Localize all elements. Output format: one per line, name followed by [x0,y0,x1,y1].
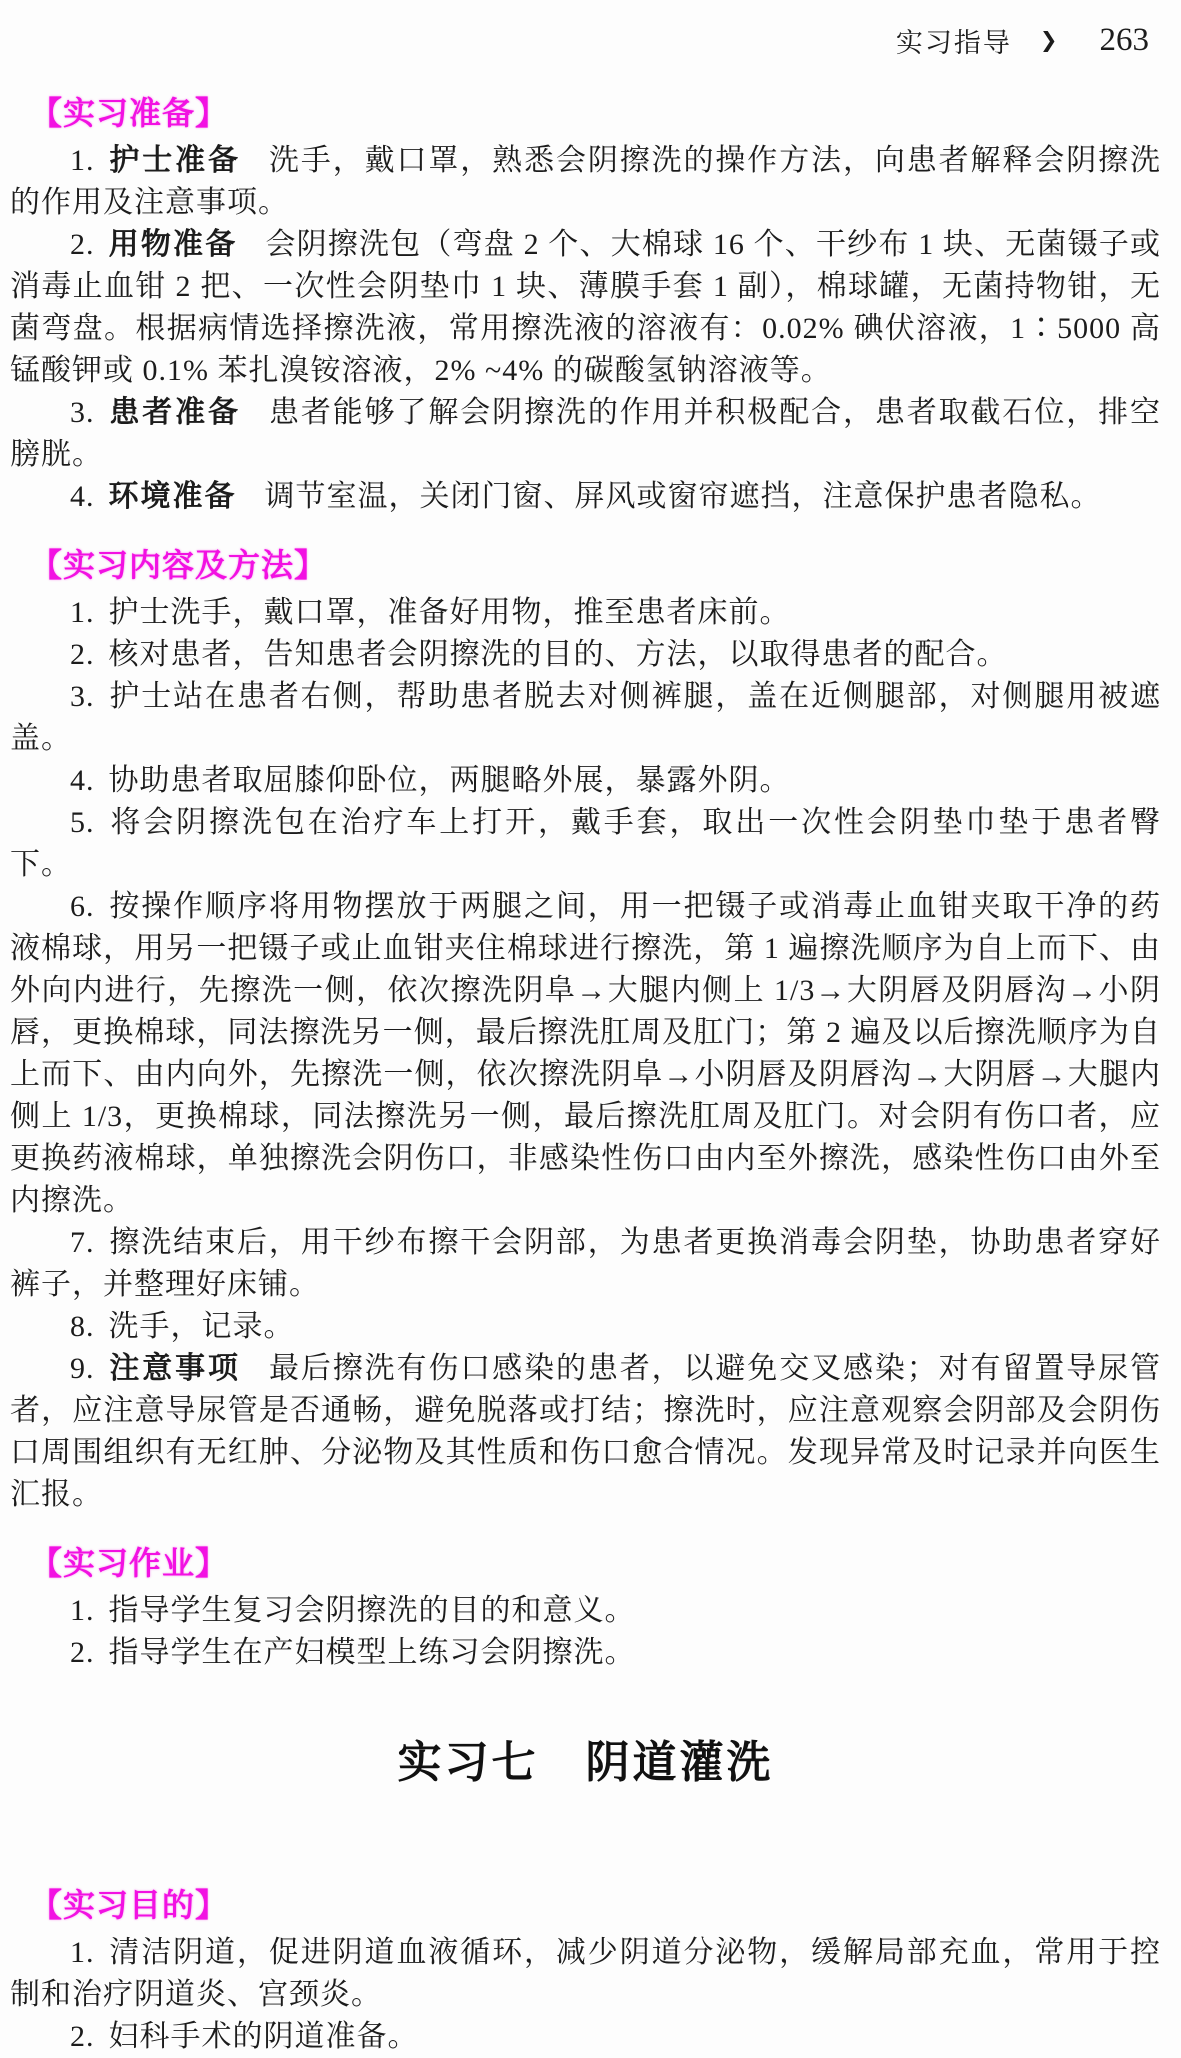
item-number: 1. [70,596,95,629]
section-heading-preparation: 【实习准备】 [30,95,229,131]
section-heading-purpose: 【实习目的】 [30,1887,229,1923]
item-label: 用物准备 [108,228,238,261]
item-number: 7. [70,1226,95,1259]
item-number: 2. [70,638,95,671]
section-heading-homework: 【实习作业】 [30,1545,229,1581]
list-item [10,476,1161,518]
list-item [10,1932,1161,2016]
item-number: 3. [70,680,95,713]
item-text: 妇科手术的阴道准备。 [108,2020,419,2053]
item-number: 3. [70,396,95,429]
list-item [10,1632,1161,1674]
list-item [10,676,1161,760]
item-number: 8. [70,1310,95,1343]
item-text: 护士洗手，戴口罩，准备好用物，推至患者床前。 [108,596,791,629]
list-item [10,886,1161,1222]
item-text: 核对患者，告知患者会阴擦洗的目的、方法，以取得患者的配合。 [108,638,1008,671]
item-number: 6. [70,890,95,923]
item-number: 5. [70,806,95,839]
item-number: 2. [70,1636,95,1669]
item-label: 护士准备 [108,144,241,177]
item-text: 清洁阴道，促进阴道血液循环，减少阴道分泌物，缓解局部充血，常用于控制和治疗阴道炎、宫颈炎。 [10,1936,1161,2011]
chevron-right-icon: ❯ [1039,28,1058,52]
item-text: 护士站在患者右侧，帮助患者脱去对侧裤腿，盖在近侧腿部，对侧腿用被遮盖。 [10,680,1161,755]
list-item [10,802,1161,886]
list-item [10,1348,1161,1516]
section-heading-methods: 【实习内容及方法】 [30,547,328,583]
section-preparation [10,92,1161,518]
section-purpose [10,1884,1161,2058]
item-number: 4. [70,480,95,513]
list-item [10,1222,1161,1306]
item-number: 4. [70,764,95,797]
section-methods [10,544,1161,1516]
list-item [10,1306,1161,1348]
list-item [10,140,1161,224]
item-number: 2. [70,228,95,261]
page-number: 263 [1099,21,1149,58]
item-text: 调节室温，关闭门窗、屏风或窗帘遮挡，注意保护患者隐私。 [264,480,1102,513]
page-header [10,18,1161,62]
list-item [10,760,1161,802]
item-text: 会阴擦洗包（弯盘 2 个、大棉球 16 个、干纱布 1 块、无菌镊子或消毒止血钳 2 把、一次性会阴垫巾 1 块、薄膜手套 1 副），棉球罐，无菌持物钳，无菌弯盘。根据病情选择擦洗液，常用擦洗液的溶液有：0.02% 碘伏溶液，1∶5000 高锰酸钾或 0.1% 苯扎溴铵溶液，2% ~4% 的碳酸氢钠溶液等。 [10,228,1162,387]
list-item [10,2016,1161,2058]
item-number: 9. [70,1352,95,1385]
item-text: 擦洗结束后，用干纱布擦干会阴部，为患者更换消毒会阴垫，协助患者穿好裤子，并整理好床铺。 [10,1226,1161,1301]
item-label: 患者准备 [108,396,241,429]
item-text: 最后擦洗有伤口感染的患者，以避免交叉感染；对有留置导尿管者，应注意导尿管是否通畅，避免脱落或打结；擦洗时，应注意观察会阴部及会阴伤口周围组织有无红肿、分泌物及其性质和伤口愈合情况。发现异常及时记录并向医生汇报。 [10,1352,1161,1511]
list-item [10,1590,1161,1632]
list-item [10,634,1161,676]
item-text: 洗手，记录。 [108,1310,295,1343]
header-section-label: 实习指导 [895,27,1012,58]
section-homework [10,1542,1161,1674]
item-text: 按操作顺序将用物摆放于两腿之间，用一把镊子或消毒止血钳夹取干净的药液棉球，用另一把镊子或止血钳夹住棉球进行擦洗，第 1 遍擦洗顺序为自上而下、由外向内进行，先擦洗一侧，依次擦洗阴阜→大腿内侧上 1/3→大阴唇及阴唇沟→小阴唇，更换棉球，同法擦洗另一侧，最后擦洗肛周及肛门；第 2 遍及以后擦洗顺序为自上而下、由内向外，先擦洗一侧，依次擦洗阴阜→小阴唇及阴唇沟→大阴唇→大腿内侧上 1/3，更换棉球，同法擦洗另一侧，最后擦洗肛周及肛门。对会阴有伤口者，应更换药液棉球，单独擦洗会阴伤口，非感染性伤口由内至外擦洗，感染性伤口由外至内擦洗。 [10,890,1161,1217]
list-item [10,224,1161,392]
item-text: 将会阴擦洗包在治疗车上打开，戴手套，取出一次性会阴垫巾垫于患者臀下。 [10,806,1161,881]
item-number: 1. [70,144,95,177]
item-label: 环境准备 [108,480,237,513]
item-number: 1. [70,1594,95,1627]
list-item [10,592,1161,634]
item-number: 1. [70,1936,95,1969]
item-number: 2. [70,2020,95,2053]
item-text: 指导学生在产妇模型上练习会阴擦洗。 [108,1636,636,1669]
item-text: 协助患者取屈膝仰卧位，两腿略外展，暴露外阴。 [108,764,791,797]
item-text: 洗手，戴口罩，熟悉会阴擦洗的操作方法，向患者解释会阴擦洗的作用及注意事项。 [10,144,1161,219]
list-item [10,392,1161,476]
item-text: 指导学生复习会阴擦洗的目的和意义。 [108,1594,636,1627]
item-label: 注意事项 [108,1352,241,1385]
chapter-title: 实习七 阴道灌洗 [397,1738,774,1787]
item-text: 患者能够了解会阴擦洗的作用并积极配合，患者取截石位，排空膀胱。 [10,396,1161,471]
